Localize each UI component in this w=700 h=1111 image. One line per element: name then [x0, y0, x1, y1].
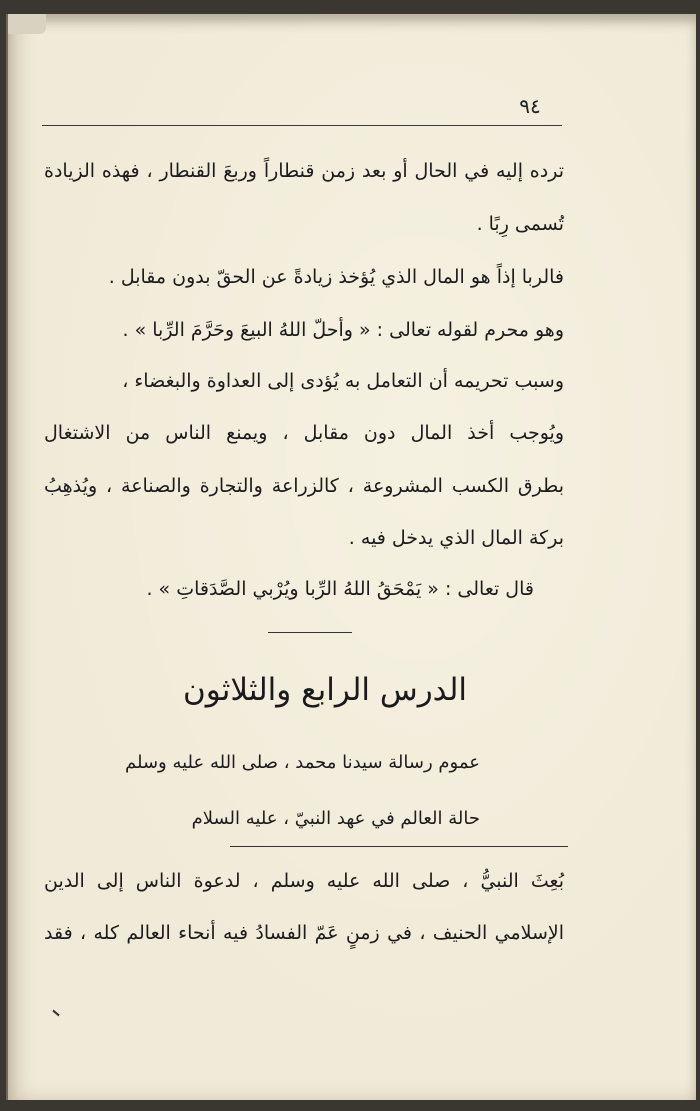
paragraph-3: وهو محرم لقوله تعالى : « وأحلّ اللهُ البيعَ وحَرَّمَ الرِّبا » .: [122, 319, 564, 341]
paragraph-2: فالربا إذاً هو المال الذي يُؤخذ زيادةً عن الحقّ بدون مقابل .: [108, 266, 564, 288]
page-number: ٩٤: [519, 94, 541, 118]
paragraph-4-line-1: وسبب تحريمه أن التعامل به يُؤدى إلى العداوة والبغضاء ،: [122, 370, 564, 392]
subtitle-rule: [230, 846, 568, 847]
paragraph-1-line-1: ترده إليه في الحال أو بعد زمن قنطاراً وربعَ القنطار ، فهذه الزيادة: [44, 160, 564, 182]
paragraph-1-line-2: تُسمى رِبًا .: [476, 213, 564, 235]
lesson-subtitle-1: عموم رسالة سيدنا محمد ، صلى الله عليه وسلم: [125, 752, 480, 773]
header-rule: [42, 125, 562, 126]
paragraph-4-line-2: ويُوجب أخذ المال دون مقابل ، ويمنع الناس من الاشتغال: [44, 422, 564, 444]
lesson-title: الدرس الرابع والثلاثون: [182, 672, 468, 708]
paragraph-6-line-1: بُعِثَ النبيُّ ، صلى الله عليه وسلم ، لدعوة الناس إلى الدين: [44, 870, 564, 892]
paragraph-5: قال تعالى : « يَمْحَقُ اللهُ الرِّبا ويُرْبي الصَّدَقاتِ » .: [146, 578, 534, 600]
lesson-subtitle-2: حالة العالم في عهد النبيّ ، عليه السلام: [191, 808, 480, 829]
paragraph-4-line-3: بطرق الكسب المشروعة ، كالزراعة والتجارة والصناعة ، ويُذهِبُ: [44, 475, 564, 497]
paragraph-4-line-4: بركة المال الذي يدخل فيه .: [348, 527, 564, 549]
paragraph-6-line-2: الإسلامي الحنيف ، في زمنٍ عَمّ الفسادُ فيه أنحاء العالم كله ، فقد: [44, 922, 564, 944]
page-corner: [8, 14, 46, 34]
section-divider: [268, 632, 352, 633]
